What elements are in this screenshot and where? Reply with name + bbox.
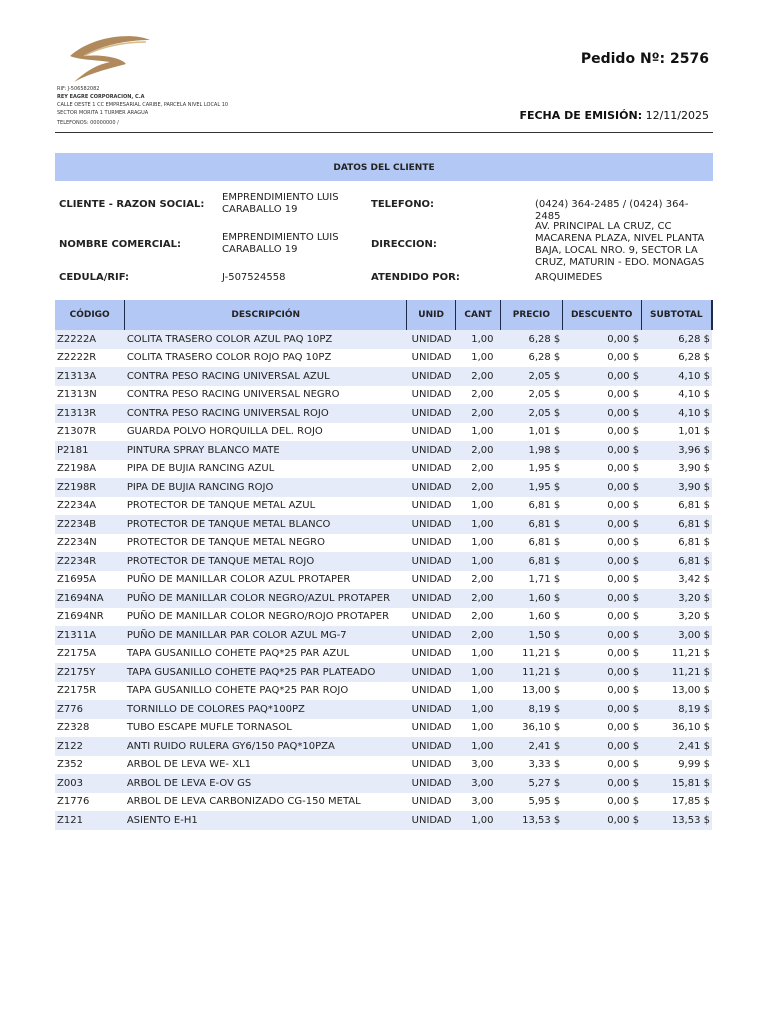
cell-descuento: 0,00 $ (562, 774, 641, 793)
cell-unid: UNIDAD (407, 441, 456, 460)
table-row (55, 682, 712, 701)
table-row (55, 626, 712, 645)
cell-cant: 2,00 (456, 441, 501, 460)
cell-descuento: 0,00 $ (562, 367, 641, 386)
cell-descripcion: PUÑO DE MANILLAR PAR COLOR AZUL MG-7 (125, 626, 407, 645)
table-row (55, 367, 712, 386)
cell-subtotal: 6,28 $ (678, 352, 710, 364)
cell-descripcion: ASIENTO E-H1 (125, 811, 407, 830)
cell-codigo: Z1694NA (55, 589, 125, 608)
cell-cant: 1,00 (471, 685, 494, 697)
cell-precio: 6,28 $ (500, 330, 562, 349)
cell-descuento: 0,00 $ (562, 552, 641, 571)
cell-precio: 1,01 $ (528, 426, 561, 438)
cell-codigo: Z776 (55, 700, 125, 719)
table-row (55, 663, 712, 682)
col-header-cant: CANT (456, 300, 501, 330)
cell-subtotal: 36,10 $ (671, 722, 710, 734)
cell-subtotal: 13,53 $ (641, 811, 712, 830)
cell-cant: 1,00 (471, 537, 494, 549)
table-row (55, 497, 712, 516)
cell-subtotal: 11,21 $ (671, 648, 710, 660)
cell-descripcion: CONTRA PESO RACING UNIVERSAL NEGRO (126, 389, 340, 401)
cell-codigo: Z2234N (57, 537, 97, 549)
cell-precio: 1,60 $ (528, 611, 561, 623)
table-row (55, 756, 712, 775)
cell-descuento: 0,00 $ (607, 463, 640, 475)
cell-descripcion: GUARDA POLVO HORQUILLA DEL. ROJO (126, 426, 323, 438)
col-header-precio: PRECIO (500, 300, 562, 330)
table-row (55, 441, 712, 460)
cell-codigo: Z2234R (55, 552, 125, 571)
cell-precio: 13,53 $ (500, 811, 562, 830)
cell-precio: 6,81 $ (500, 552, 562, 571)
cell-codigo: Z2222A (55, 330, 125, 349)
cell-precio: 1,60 $ (500, 589, 562, 608)
cell-descuento: 0,00 $ (607, 537, 640, 549)
cell-precio: 2,05 $ (500, 404, 562, 423)
cell-codigo: Z1776 (57, 796, 90, 808)
cell-codigo: Z352 (57, 759, 83, 771)
cell-descuento: 0,00 $ (607, 759, 640, 771)
cell-cant: 1,00 (456, 700, 501, 719)
cell-subtotal: 4,10 $ (641, 367, 712, 386)
cell-descuento: 0,00 $ (562, 478, 641, 497)
cell-codigo: Z1694NR (57, 611, 104, 623)
cell-descuento: 0,00 $ (607, 426, 640, 438)
telefono-label: TELEFONO: (371, 199, 435, 210)
cell-unid: UNIDAD (407, 478, 456, 497)
client-row-comercial (55, 220, 713, 270)
cell-codigo: Z2175Y (55, 663, 125, 682)
cell-precio: 5,95 $ (528, 796, 561, 808)
table-row (55, 330, 712, 349)
cell-cant: 1,00 (471, 500, 494, 512)
atendido-label: ATENDIDO POR: (371, 272, 460, 283)
company-rif: RIF: J-506582082 (57, 86, 100, 92)
cell-unid: UNIDAD (407, 811, 456, 830)
table-row (55, 774, 712, 793)
emission-date (519, 109, 709, 122)
cell-codigo: Z1695A (57, 574, 97, 586)
cell-subtotal: 3,42 $ (678, 574, 710, 586)
emission-label: FECHA DE EMISIÓN: (519, 109, 643, 122)
cell-descripcion: PUÑO DE MANILLAR COLOR NEGRO/AZUL PROTAPER (125, 589, 407, 608)
cell-unid: UNIDAD (407, 700, 456, 719)
cell-unid: UNIDAD (411, 722, 452, 734)
cell-descuento: 0,00 $ (562, 330, 641, 349)
table-row (55, 460, 712, 479)
cell-precio: 6,81 $ (528, 537, 561, 549)
cell-unid: UNIDAD (411, 463, 452, 475)
cell-cant: 3,00 (471, 796, 494, 808)
cell-precio: 5,27 $ (500, 774, 562, 793)
telefono-value: (0424) 364-2485 / (0424) 364-2485 (535, 199, 689, 222)
cell-descuento: 0,00 $ (562, 626, 641, 645)
table-row (55, 793, 712, 812)
cell-subtotal: 6,81 $ (641, 515, 712, 534)
cell-cant: 1,00 (456, 811, 501, 830)
cell-subtotal: 4,10 $ (641, 404, 712, 423)
client-section-title: DATOS DEL CLIENTE (55, 153, 713, 181)
cell-descuento: 0,00 $ (562, 404, 641, 423)
cell-unid: UNIDAD (407, 404, 456, 423)
company-address-1: CALLE OESTE 1 CC EMPRESARIAL CARIBE, PARCELA NIVEL LOCAL 10 (57, 102, 229, 108)
cell-descuento: 0,00 $ (562, 737, 641, 756)
razon-label: CLIENTE - RAZON SOCIAL: (59, 199, 205, 210)
cell-codigo: Z2198R (55, 478, 125, 497)
cell-cant: 1,00 (456, 737, 501, 756)
table-row (55, 645, 712, 664)
cell-descuento: 0,00 $ (562, 441, 641, 460)
cell-subtotal: 3,96 $ (641, 441, 712, 460)
cell-unid: UNIDAD (411, 500, 452, 512)
items-body (55, 330, 712, 830)
table-row (55, 811, 712, 830)
cell-unid: UNIDAD (407, 552, 456, 571)
cell-codigo: Z2175R (57, 685, 97, 697)
table-row (55, 478, 712, 497)
cell-descuento: 0,00 $ (607, 685, 640, 697)
cell-cant: 1,00 (471, 352, 494, 364)
cell-codigo: Z2328 (57, 722, 90, 734)
cell-unid: UNIDAD (411, 796, 452, 808)
cell-descuento: 0,00 $ (607, 611, 640, 623)
table-header-row (55, 300, 712, 330)
table-row (55, 571, 712, 590)
cell-unid: UNIDAD (411, 648, 452, 660)
cell-subtotal: 2,41 $ (641, 737, 712, 756)
cell-codigo: Z1313A (55, 367, 125, 386)
cell-subtotal: 8,19 $ (641, 700, 712, 719)
order-number: Pedido Nº: 2576 (580, 51, 709, 67)
cell-descripcion: PINTURA SPRAY BLANCO MATE (125, 441, 407, 460)
cell-subtotal: 9,99 $ (678, 759, 710, 771)
cell-cant: 2,00 (456, 367, 501, 386)
cell-codigo: Z1307R (57, 426, 97, 438)
table-row (55, 719, 712, 738)
cell-unid: UNIDAD (407, 663, 456, 682)
cell-codigo: Z1313N (57, 389, 97, 401)
cell-descuento: 0,00 $ (562, 515, 641, 534)
cell-descripcion: TUBO ESCAPE MUFLE TORNASOL (126, 722, 292, 734)
table-row (55, 404, 712, 423)
cell-codigo: Z1311A (55, 626, 125, 645)
table-row (55, 534, 712, 553)
cell-codigo: Z2234A (57, 500, 97, 512)
cell-precio: 1,95 $ (500, 478, 562, 497)
cell-subtotal: 3,00 $ (641, 626, 712, 645)
cell-codigo: Z2175A (57, 648, 97, 660)
cell-cant: 2,00 (471, 389, 494, 401)
cell-subtotal: 15,81 $ (641, 774, 712, 793)
cell-cant: 2,00 (471, 611, 494, 623)
cell-precio: 6,81 $ (528, 500, 561, 512)
cell-descuento: 0,00 $ (562, 700, 641, 719)
cell-cant: 3,00 (471, 759, 494, 771)
cell-unid: UNIDAD (411, 759, 452, 771)
emission-value: 12/11/2025 (645, 109, 709, 122)
cell-cant: 1,00 (471, 722, 494, 734)
cell-precio: 3,33 $ (528, 759, 561, 771)
cell-cant: 2,00 (471, 463, 494, 475)
cell-descripcion: CONTRA PESO RACING UNIVERSAL ROJO (125, 404, 407, 423)
razon-value: EMPRENDIMIENTO LUIS CARABALLO 19 (222, 192, 339, 215)
cell-descripcion: ARBOL DE LEVA E-OV GS (125, 774, 407, 793)
cell-descuento: 0,00 $ (562, 663, 641, 682)
cell-codigo: Z1313R (55, 404, 125, 423)
table-row (55, 737, 712, 756)
cell-descuento: 0,00 $ (607, 352, 640, 364)
atendido-value: ARQUIMEDES (535, 272, 603, 283)
col-header-descripcion: DESCRIPCIÓN (125, 300, 407, 330)
cell-unid: UNIDAD (407, 367, 456, 386)
comercial-value: EMPRENDIMIENTO LUIS CARABALLO 19 (222, 232, 339, 255)
company-info (57, 85, 228, 127)
cell-unid: UNIDAD (411, 685, 452, 697)
cell-descripcion: PUÑO DE MANILLAR COLOR AZUL PROTAPER (126, 574, 351, 586)
cell-cant: 2,00 (456, 589, 501, 608)
table-row (55, 386, 712, 405)
col-header-unid: UNID (407, 300, 456, 330)
cell-cant: 1,00 (471, 648, 494, 660)
cell-descripcion: COLITA TRASERO COLOR AZUL PAQ 10PZ (125, 330, 407, 349)
cell-subtotal: 6,81 $ (678, 537, 710, 549)
cell-precio: 36,10 $ (522, 722, 561, 734)
direccion-label: DIRECCION: (371, 239, 437, 250)
cell-unid: UNIDAD (407, 330, 456, 349)
cell-descripcion: ANTI RUIDO RULERA GY6/150 PAQ*10PZA (125, 737, 407, 756)
cell-cant: 1,00 (456, 552, 501, 571)
direccion-value: AV. PRINCIPAL LA CRUZ, CC MACARENA PLAZA, NIVEL PLANTA BAJA, LOCAL NRO. 9, SECTOR LA CRUZ, MATURIN - EDO. MONAGAS (535, 221, 705, 268)
cell-codigo: Z121 (55, 811, 125, 830)
cell-descripcion: TORNILLO DE COLORES PAQ*100PZ (125, 700, 407, 719)
cell-cant: 1,00 (456, 330, 501, 349)
cell-subtotal: 13,00 $ (671, 685, 710, 697)
cell-unid: UNIDAD (411, 389, 452, 401)
cell-descuento: 0,00 $ (607, 574, 640, 586)
cell-codigo: Z2198A (57, 463, 97, 475)
cell-subtotal: 3,20 $ (641, 589, 712, 608)
cell-descripcion: PROTECTOR DE TANQUE METAL AZUL (126, 500, 316, 512)
rif-label: CEDULA/RIF: (59, 272, 130, 283)
cell-unid: UNIDAD (411, 352, 452, 364)
cell-codigo: Z003 (55, 774, 125, 793)
cell-descripcion: PROTECTOR DE TANQUE METAL ROJO (125, 552, 407, 571)
col-header-subtotal: SUBTOTAL (641, 300, 712, 330)
cell-unid: UNIDAD (411, 426, 452, 438)
cell-unid: UNIDAD (407, 737, 456, 756)
cell-subtotal: 3,90 $ (641, 478, 712, 497)
company-address-2: SECTOR MORITA 1 TURMER ARAGUA (57, 110, 149, 116)
cell-unid: UNIDAD (407, 589, 456, 608)
cell-unid: UNIDAD (407, 515, 456, 534)
cell-cant: 2,00 (456, 626, 501, 645)
cell-descuento: 0,00 $ (607, 500, 640, 512)
cell-precio: 6,28 $ (528, 352, 561, 364)
cell-codigo: Z2222R (57, 352, 97, 364)
client-row-rif (55, 272, 713, 286)
table-row (55, 423, 712, 442)
cell-codigo: Z2234B (55, 515, 125, 534)
cell-descuento: 0,00 $ (607, 648, 640, 660)
cell-cant: 1,00 (456, 515, 501, 534)
cell-unid: UNIDAD (407, 774, 456, 793)
cell-precio: 1,98 $ (500, 441, 562, 460)
company-phones: TELEFONOS: 00000000 / (57, 120, 119, 126)
cell-precio: 1,50 $ (500, 626, 562, 645)
cell-unid: UNIDAD (407, 626, 456, 645)
cell-descripcion: COLITA TRASERO COLOR ROJO PAQ 10PZ (126, 352, 332, 364)
cell-descripcion: TAPA GUSANILLO COHETE PAQ*25 PAR ROJO (126, 685, 349, 697)
cell-unid: UNIDAD (411, 537, 452, 549)
cell-subtotal: 17,85 $ (671, 796, 710, 808)
cell-descripcion: ARBOL DE LEVA CARBONIZADO CG-150 METAL (126, 796, 361, 808)
rif-value: J-507524558 (222, 272, 286, 283)
cell-cant: 2,00 (456, 478, 501, 497)
cell-subtotal: 3,20 $ (678, 611, 710, 623)
col-header-descuento: DESCUENTO (562, 300, 641, 330)
items-table (55, 300, 713, 830)
cell-precio: 11,21 $ (500, 663, 562, 682)
cell-descripcion: ARBOL DE LEVA WE- XL1 (126, 759, 251, 771)
cell-subtotal: 1,01 $ (678, 426, 710, 438)
cell-descripcion: TAPA GUSANILLO COHETE PAQ*25 PAR AZUL (126, 648, 350, 660)
table-row (55, 700, 712, 719)
table-row (55, 608, 712, 627)
cell-descripcion: PROTECTOR DE TANQUE METAL BLANCO (125, 515, 407, 534)
cell-subtotal: 6,81 $ (678, 500, 710, 512)
cell-precio: 2,05 $ (500, 367, 562, 386)
table-row (55, 515, 712, 534)
cell-descripcion: PIPA DE BUJIA RANCING AZUL (126, 463, 275, 475)
client-row-razon (55, 192, 713, 220)
cell-precio: 6,81 $ (500, 515, 562, 534)
cell-subtotal: 4,10 $ (678, 389, 710, 401)
cell-precio: 1,95 $ (528, 463, 561, 475)
cell-subtotal: 11,21 $ (641, 663, 712, 682)
cell-descuento: 0,00 $ (607, 796, 640, 808)
cell-precio: 2,41 $ (500, 737, 562, 756)
cell-descripcion: PUÑO DE MANILLAR COLOR NEGRO/ROJO PROTAPER (126, 611, 390, 623)
cell-cant: 3,00 (456, 774, 501, 793)
cell-codigo: Z122 (55, 737, 125, 756)
table-row (55, 552, 712, 571)
cell-precio: 11,21 $ (522, 648, 561, 660)
cell-unid: UNIDAD (411, 574, 452, 586)
cell-cant: 1,00 (456, 663, 501, 682)
comercial-label: NOMBRE COMERCIAL: (59, 239, 181, 250)
cell-codigo: P2181 (55, 441, 125, 460)
cell-precio: 8,19 $ (500, 700, 562, 719)
cell-descripcion: TAPA GUSANILLO COHETE PAQ*25 PAR PLATEADO (125, 663, 407, 682)
table-row (55, 589, 712, 608)
company-name: REY EAGRE CORPORACION, C.A (57, 94, 145, 100)
cell-precio: 2,05 $ (528, 389, 561, 401)
table-row (55, 349, 712, 368)
cell-cant: 2,00 (456, 404, 501, 423)
cell-descuento: 0,00 $ (607, 722, 640, 734)
cell-precio: 13,00 $ (522, 685, 561, 697)
cell-descripcion: PIPA DE BUJIA RANCING ROJO (125, 478, 407, 497)
cell-descripcion: PROTECTOR DE TANQUE METAL NEGRO (126, 537, 325, 549)
cell-cant: 1,00 (471, 426, 494, 438)
cell-descuento: 0,00 $ (562, 811, 641, 830)
cell-descuento: 0,00 $ (562, 589, 641, 608)
cell-precio: 1,71 $ (528, 574, 561, 586)
cell-descuento: 0,00 $ (607, 389, 640, 401)
document-header (55, 32, 713, 133)
cell-subtotal: 3,90 $ (678, 463, 710, 475)
company-logo (62, 34, 152, 84)
cell-subtotal: 6,81 $ (641, 552, 712, 571)
cell-subtotal: 6,28 $ (641, 330, 712, 349)
col-header-codigo: CÓDIGO (55, 300, 125, 330)
cell-descripcion: CONTRA PESO RACING UNIVERSAL AZUL (125, 367, 407, 386)
cell-unid: UNIDAD (411, 611, 452, 623)
cell-cant: 2,00 (471, 574, 494, 586)
